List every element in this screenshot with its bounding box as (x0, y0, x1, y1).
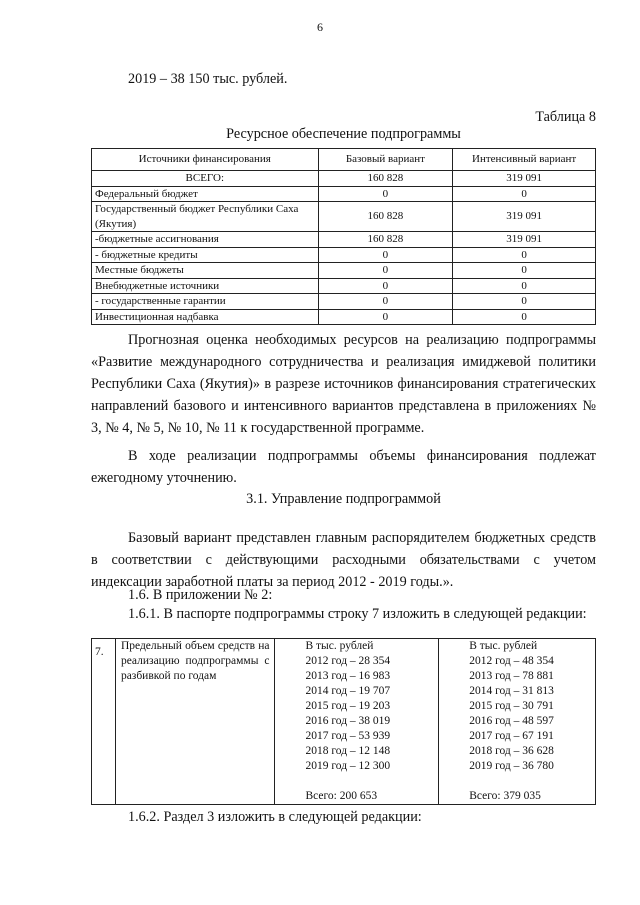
table-row (92, 202, 596, 232)
funding-line: 2016 год – 38 019 (305, 715, 391, 727)
base-cell: 0 (318, 247, 453, 263)
intensive-cell: 319 091 (453, 171, 596, 187)
intensive-cell: 319 091 (453, 232, 596, 248)
funding-line: 2014 год – 19 707 (305, 685, 391, 697)
paragraph-refinement: В ходе реализации подпрограммы объемы финансирования подлежат ежегодному уточнению. (91, 448, 596, 486)
page-number: 6 (317, 20, 323, 34)
funding-line: 2014 год – 31 813 (469, 685, 554, 697)
funding-line: 2017 год – 53 939 (305, 730, 391, 742)
funding-line: 2018 год – 36 628 (469, 745, 554, 757)
funding-line: 2019 год – 12 300 (305, 760, 391, 772)
base-funding-cell (275, 639, 439, 805)
source-cell: Местные бюджеты (92, 263, 319, 279)
base-cell: 160 828 (318, 171, 453, 187)
source-cell: ВСЕГО: (92, 171, 319, 187)
funding-line (305, 774, 435, 789)
table-row (92, 232, 596, 248)
funding-line (469, 774, 592, 789)
header-base: Базовый вариант (318, 149, 453, 171)
base-cell: 0 (318, 263, 453, 279)
funding-line: 2016 год – 48 597 (469, 715, 554, 727)
funding-line: 2012 год – 48 354 (469, 655, 554, 667)
table-row (92, 263, 596, 279)
intensive-cell: 0 (453, 309, 596, 325)
base-cell: 160 828 (318, 232, 453, 248)
header-intensive: Интенсивный вариант (453, 149, 596, 171)
funding-line: 2015 год – 19 203 (305, 700, 391, 712)
row-label: Предельный объем средств на реализацию подпрограммы с разбивкой по годам (115, 639, 275, 805)
source-cell: - бюджетные кредиты (92, 247, 319, 263)
table-row (92, 309, 596, 325)
table-row (92, 247, 596, 263)
line-2019: 2019 – 38 150 тыс. рублей. (128, 71, 288, 87)
table-caption: Ресурсное обеспечение подпрограммы (226, 126, 461, 142)
funding-line: 2013 год – 16 983 (305, 670, 391, 682)
table-row (92, 294, 596, 310)
passport-table (91, 638, 596, 805)
table-row (92, 171, 596, 187)
funding-line: 2015 год – 30 791 (469, 700, 554, 712)
item-1-6: 1.6. В приложении № 2: (128, 587, 273, 603)
table-row (92, 639, 596, 805)
table-row (92, 186, 596, 202)
source-cell: Федеральный бюджет (92, 186, 319, 202)
section-heading: 3.1. Управление подпрограммой (246, 491, 441, 507)
funding-line: 2017 год – 67 191 (469, 730, 554, 742)
intensive-cell: 0 (453, 278, 596, 294)
item-1-6-1: 1.6.1. В паспорте подпрограммы строку 7 изложить в следующей редакции: (128, 606, 587, 622)
base-cell: 160 828 (318, 202, 453, 232)
item-1-6-2: 1.6.2. Раздел 3 изложить в следующей редакции: (128, 809, 422, 825)
paragraph-base-variant: Базовый вариант представлен главным распорядителем бюджетных средств в соответствии с действующими расходными обязательствами с учетом индексации заработной платы за период 2012 - 2019 годы.». (91, 530, 596, 590)
intensive-funding-cell (439, 639, 596, 805)
source-cell: Инвестиционная надбавка (92, 309, 319, 325)
funding-line: В тыс. рублей (469, 640, 538, 652)
row-number: 7. (92, 639, 116, 805)
base-cell: 0 (318, 186, 453, 202)
funding-total: Всего: 379 035 (469, 790, 541, 802)
paragraph-resources: Прогнозная оценка необходимых ресурсов на реализацию подпрограммы «Развитие международного сотрудничества и реализация имиджевой политики Республики Саха (Якутия)» в разрезе источников финансирования стратегических направлений базового и интенсивного вариантов представлена в приложениях № 3, № 4, № 5, № 10, № 11 к государственной программе. (91, 332, 596, 436)
source-cell: Государственный бюджет Республики Саха (Якутия) (92, 202, 319, 232)
intensive-cell: 319 091 (453, 202, 596, 232)
intensive-cell: 0 (453, 247, 596, 263)
funding-total: Всего: 200 653 (305, 790, 378, 802)
base-cell: 0 (318, 278, 453, 294)
funding-line: 2018 год – 12 148 (305, 745, 391, 757)
header-sources: Источники финансирования (92, 149, 319, 171)
table-row (92, 278, 596, 294)
intensive-cell: 0 (453, 294, 596, 310)
funding-line: В тыс. рублей (305, 640, 374, 652)
intensive-cell: 0 (453, 186, 596, 202)
source-cell: Внебюджетные источники (92, 278, 319, 294)
table-label: Таблица 8 (535, 109, 596, 125)
base-cell: 0 (318, 309, 453, 325)
funding-line: 2012 год – 28 354 (305, 655, 391, 667)
resource-table (91, 148, 596, 325)
intensive-cell: 0 (453, 263, 596, 279)
source-cell: - государственные гарантии (92, 294, 319, 310)
funding-line: 2013 год – 78 881 (469, 670, 554, 682)
funding-line: 2019 год – 36 780 (469, 760, 554, 772)
base-cell: 0 (318, 294, 453, 310)
source-cell: -бюджетные ассигнования (92, 232, 319, 248)
